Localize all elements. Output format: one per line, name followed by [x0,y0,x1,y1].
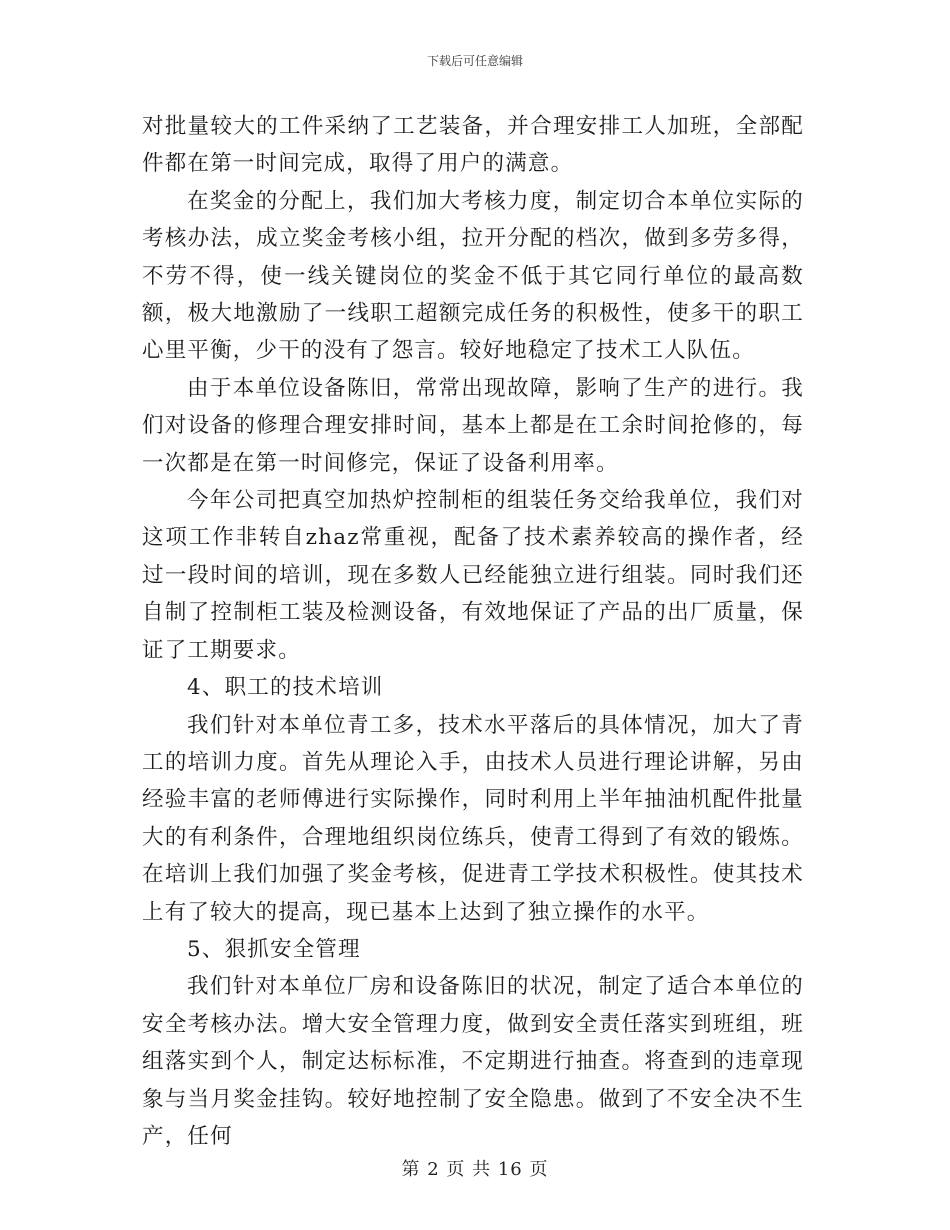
page-header: 下载后可任意编辑 [426,54,523,68]
paragraph-equipment-repair: 由于本单位设备陈旧，常常出现故障，影响了生产的进行。我们对设备的修理合理安排时间，基本上都是在工余时间抢修的，每一次都是在第一时间修完，保证了设备利用率。 [142,375,804,476]
paragraph-safety: 我们针对本单位厂房和设备陈旧的状况，制定了适合本单位的安全考核办法。增大安全管理力度，做到安全责任落实到班组，班组落实到个人，制定达标标准，不定期进行抽查。将查到的违章现象与当月奖金挂钩。较好地控制了安全隐患。做到了不安全决不生产，任何 [142,974,804,1149]
paragraph-continuation: 对批量较大的工件采纳了工艺装备，并合理安排工人加班，全部配件都在第一时间完成，取得了用户的满意。 [142,114,804,177]
paragraph-training: 我们针对本单位青工多，技术水平落后的具体情况，加大了青工的培训力度。首先从理论入手，由技术人员进行理论讲解，另由经验丰富的老师傅进行实际操作，同时利用上半年抽油机配件批量大的有利条件，合理地组织岗位练兵，使青工得到了有效的锻炼。在培训上我们加强了奖金考核，促进青工学技术积极性。使其技术上有了较大的提高，现已基本上达到了独立操作的水平。 [142,712,804,925]
paragraph-bonus-distribution: 在奖金的分配上，我们加大考核力度，制定切合本单位实际的考核办法，成立奖金考核小组，拉开分配的档次，做到多劳多得，不劳不得，使一线关键岗位的奖金不低于其它同行单位的最高数额，极大地激励了一线职工超额完成任务的积极性，使多干的职工心里平衡，少干的没有了怨言。较好地稳定了技术工人队伍。 [142,188,804,364]
section-heading-safety: 5、狠抓安全管理 [187,936,361,962]
paragraph-control-cabinet: 今年公司把真空加热炉控制柜的组装任务交给我单位，我们对这项工作非转自zhaz常重视，配备了技术素养较高的操作者，经过一段时间的培训，现在多数人已经能独立进行组装。同时我们还自制了控制柜工装及检测设备，有效地保证了产品的出厂质量，保证了工期要求。 [142,488,804,663]
page-number-footer: 第 2 页 共 16 页 [401,1159,549,1180]
section-heading-training: 4、职工的技术培训 [187,675,384,701]
document-body [142,108,804,1155]
